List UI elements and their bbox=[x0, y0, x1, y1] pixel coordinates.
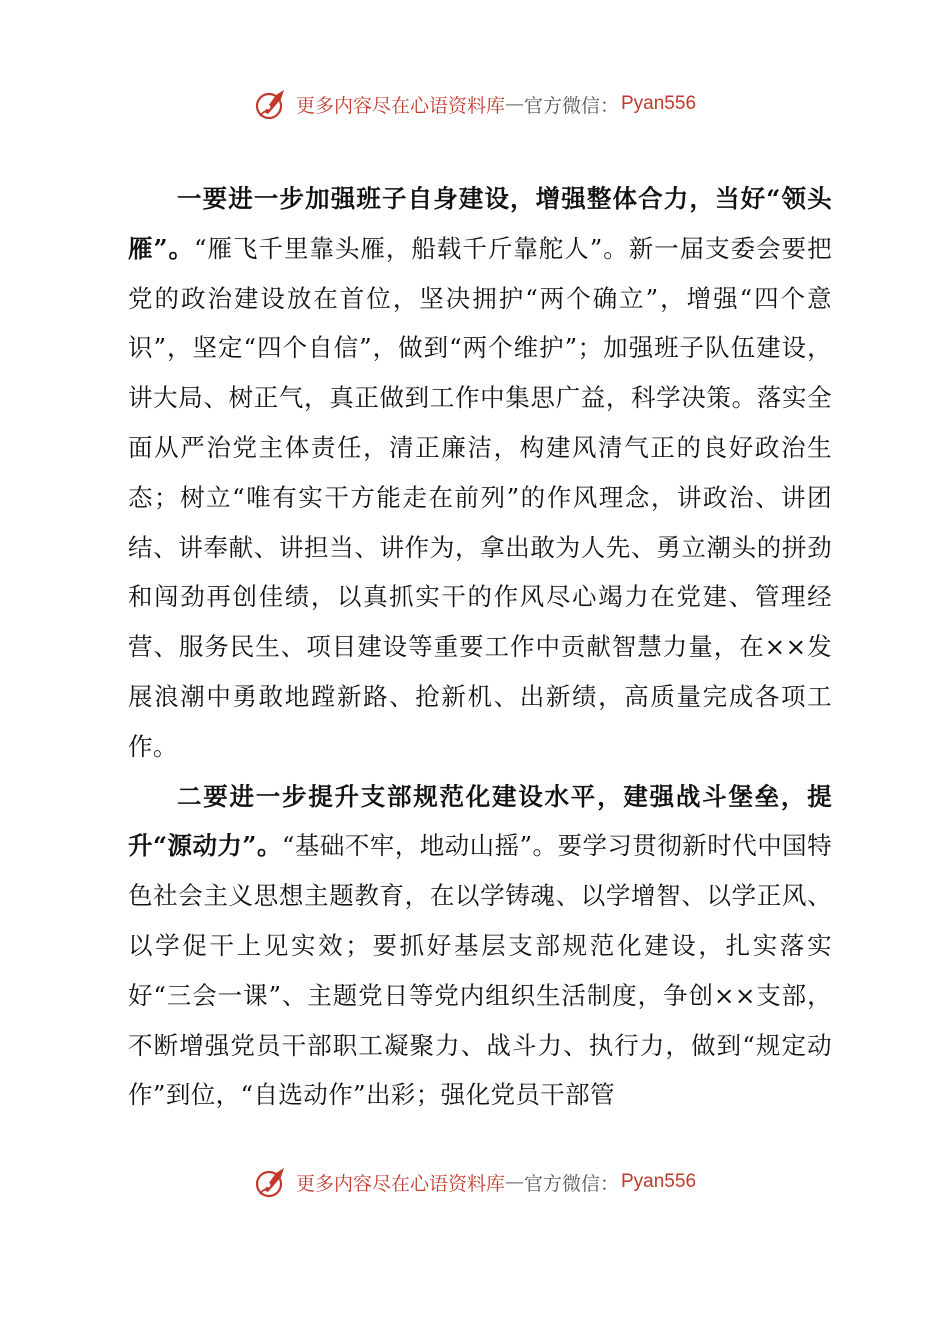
banner-wechat-id: Pyan556 bbox=[621, 1171, 697, 1192]
banner-wechat-label: 官方微信： bbox=[523, 94, 619, 117]
paragraph-2-lead: 二要进一步提升支部规范化建设水平，建强战斗堡垒，提升“源动力”。 bbox=[128, 781, 832, 861]
paragraph-2-body: “基础不牢，地动山摇”。要学习贯彻新时代中国特色社会主义思想主题教育，在以学铸魂、以学增智、以学正风、以学促干上见实效；要抓好基层支部规范化建设，扎实落实好“三会一课”、主题党日等党内组织生活制度，争创××支部，不断增强党员干部职工凝聚力、战斗力、执行力，做到“规定动作”到位，“自选动作”出彩；强化党员干部管 bbox=[128, 831, 833, 1110]
paragraph-1-lead: 一要进一步加强班子自身建设，增强整体合力，当好“领头雁”。 bbox=[128, 184, 832, 263]
banner-dash: — bbox=[504, 93, 524, 115]
banner-wechat-id: Pyan556 bbox=[621, 93, 697, 114]
banner-main-text: 更多内容尽在心语资料库 bbox=[295, 1172, 505, 1195]
banner-wechat-label: 官方微信： bbox=[523, 1172, 619, 1195]
paragraph-1 bbox=[128, 174, 832, 772]
footer-watermark-banner bbox=[0, 1162, 950, 1202]
banner-main-text: 更多内容尽在心语资料库 bbox=[295, 94, 505, 117]
header-watermark-banner bbox=[0, 84, 950, 124]
banner-dash: — bbox=[504, 1171, 524, 1193]
paragraph-2 bbox=[128, 772, 832, 1121]
document-body bbox=[128, 174, 832, 1120]
pen-nib-logo-icon bbox=[254, 1164, 290, 1200]
pen-nib-logo-icon bbox=[254, 86, 290, 122]
paragraph-1-body: “雁飞千里靠头雁，船载千斤靠舵人”。新一届支委会要把党的政治建设放在首位，坚决拥护“两个确立”，增强“四个意识”，坚定“四个自信”，做到“两个维护”；加强班子队伍建设，讲大局、树正气，真正做到工作中集思广益，科学决策。落实全面从严治党主体责任，清正廉洁，构建风清气正的良好政治生态；树立“唯有实干方能走在前列”的作风理念，讲政治、讲团结、讲奉献、讲担当、讲作为，拿出敢为人先、勇立潮头的拼劲和闯劲再创佳绩，以真抓实干的作风尽心竭力在党建、管理经营、服务民生、项目建设等重要工作中贡献智慧力量，在××发展浪潮中勇敢地蹚新路、抢新机、出新绩，高质量完成各项工作。 bbox=[128, 233, 833, 761]
